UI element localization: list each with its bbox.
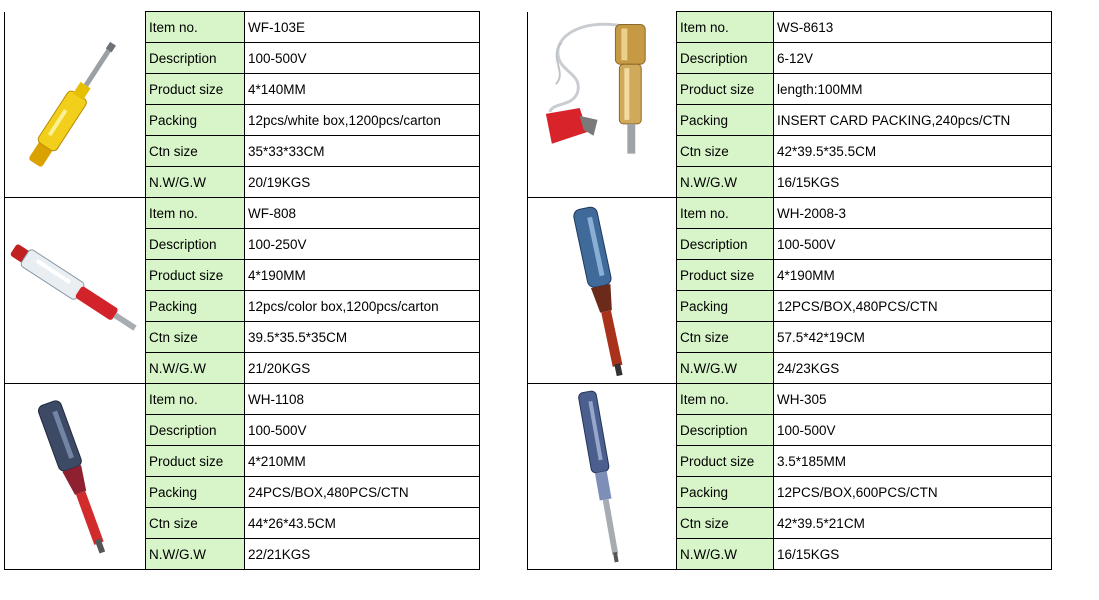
table-row: [528, 198, 1052, 229]
label-description: Description: [677, 43, 774, 74]
label-ctn-size: Ctn size: [677, 322, 774, 353]
label-description: Description: [146, 415, 245, 446]
label-nw-gw: N.W/G.W: [677, 167, 774, 198]
product-photo: [5, 384, 146, 570]
label-item-no: Item no.: [146, 12, 245, 43]
product-photo: [5, 198, 146, 384]
value-item-no: WF-808: [245, 198, 480, 229]
label-ctn-size: Ctn size: [677, 508, 774, 539]
value-ctn-size: 44*26*43.5CM: [245, 508, 480, 539]
label-product-size: Product size: [677, 446, 774, 477]
value-ctn-size: 57.5*42*19CM: [774, 322, 1052, 353]
label-packing: Packing: [146, 105, 245, 136]
label-packing: Packing: [677, 291, 774, 322]
value-nw-gw: 21/20KGS: [245, 353, 480, 384]
left-product-table: [4, 11, 480, 570]
label-packing: Packing: [146, 291, 245, 322]
value-product-size: 4*190MM: [245, 260, 480, 291]
label-product-size: Product size: [146, 74, 245, 105]
label-item-no: Item no.: [146, 384, 245, 415]
table-row: [528, 384, 1052, 415]
label-product-size: Product size: [146, 260, 245, 291]
label-nw-gw: N.W/G.W: [677, 353, 774, 384]
label-product-size: Product size: [677, 260, 774, 291]
label-description: Description: [677, 415, 774, 446]
value-product-size: length:100MM: [774, 74, 1052, 105]
blue-brown-voltage-tester-screwdriver-image: [528, 198, 676, 383]
value-nw-gw: 16/15KGS: [774, 167, 1052, 198]
value-description: 100-500V: [245, 415, 480, 446]
value-description: 6-12V: [774, 43, 1052, 74]
label-description: Description: [146, 229, 245, 260]
value-ctn-size: 42*39.5*21CM: [774, 508, 1052, 539]
value-nw-gw: 16/15KGS: [774, 539, 1052, 570]
value-product-size: 4*210MM: [245, 446, 480, 477]
label-product-size: Product size: [146, 446, 245, 477]
brass-circuit-tester-with-clip-image: [528, 12, 676, 197]
value-ctn-size: 35*33*33CM: [245, 136, 480, 167]
value-item-no: WH-305: [774, 384, 1052, 415]
clear-red-voltage-tester-pen-image: [5, 198, 145, 383]
value-packing: INSERT CARD PACKING,240pcs/CTN: [774, 105, 1052, 136]
value-item-no: WS-8613: [774, 12, 1052, 43]
value-packing: 12pcs/color box,1200pcs/carton: [245, 291, 480, 322]
yellow-voltage-tester-screwdriver-image: [5, 12, 145, 197]
slim-blue-voltage-tester-screwdriver-image: [528, 384, 676, 569]
value-packing: 24PCS/BOX,480PCS/CTN: [245, 477, 480, 508]
label-ctn-size: Ctn size: [146, 136, 245, 167]
label-product-size: Product size: [677, 74, 774, 105]
label-description: Description: [677, 229, 774, 260]
label-ctn-size: Ctn size: [677, 136, 774, 167]
right-product-table: [527, 11, 1052, 570]
label-item-no: Item no.: [677, 198, 774, 229]
value-description: 100-500V: [774, 415, 1052, 446]
label-nw-gw: N.W/G.W: [146, 167, 245, 198]
value-packing: 12PCS/BOX,600PCS/CTN: [774, 477, 1052, 508]
product-photo: [5, 12, 146, 198]
label-item-no: Item no.: [677, 12, 774, 43]
label-description: Description: [146, 43, 245, 74]
blue-red-voltage-tester-screwdriver-image: [5, 384, 145, 569]
value-packing: 12pcs/white box,1200pcs/carton: [245, 105, 480, 136]
value-product-size: 4*140MM: [245, 74, 480, 105]
value-item-no: WH-2008-3: [774, 198, 1052, 229]
table-row: [5, 12, 480, 43]
table-row: [5, 384, 480, 415]
value-item-no: WF-103E: [245, 12, 480, 43]
value-product-size: 3.5*185MM: [774, 446, 1052, 477]
value-item-no: WH-1108: [245, 384, 480, 415]
value-description: 100-500V: [774, 229, 1052, 260]
label-nw-gw: N.W/G.W: [677, 539, 774, 570]
label-ctn-size: Ctn size: [146, 322, 245, 353]
label-nw-gw: N.W/G.W: [146, 539, 245, 570]
value-nw-gw: 20/19KGS: [245, 167, 480, 198]
value-ctn-size: 39.5*35.5*35CM: [245, 322, 480, 353]
value-product-size: 4*190MM: [774, 260, 1052, 291]
table-row: [528, 12, 1052, 43]
value-description: 100-250V: [245, 229, 480, 260]
product-photo: [528, 12, 677, 198]
label-packing: Packing: [677, 105, 774, 136]
table-row: [5, 198, 480, 229]
label-item-no: Item no.: [146, 198, 245, 229]
value-nw-gw: 22/21KGS: [245, 539, 480, 570]
label-nw-gw: N.W/G.W: [146, 353, 245, 384]
label-packing: Packing: [146, 477, 245, 508]
value-nw-gw: 24/23KGS: [774, 353, 1052, 384]
product-photo: [528, 384, 677, 570]
label-ctn-size: Ctn size: [146, 508, 245, 539]
value-description: 100-500V: [245, 43, 480, 74]
label-packing: Packing: [677, 477, 774, 508]
product-photo: [528, 198, 677, 384]
value-packing: 12PCS/BOX,480PCS/CTN: [774, 291, 1052, 322]
value-ctn-size: 42*39.5*35.5CM: [774, 136, 1052, 167]
label-item-no: Item no.: [677, 384, 774, 415]
